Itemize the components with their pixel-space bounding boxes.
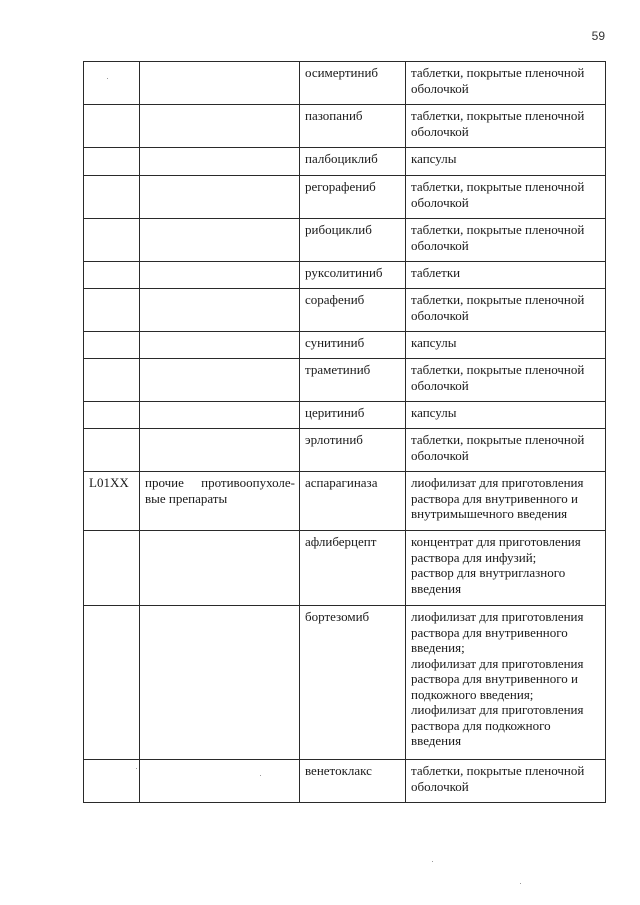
atc-code-cell [84, 606, 140, 760]
table-row [84, 262, 606, 289]
table-row [84, 429, 606, 472]
table-row [84, 62, 606, 105]
dosage-form-cell: таблетки [406, 262, 606, 289]
dosage-form-cell: таблетки, покрытые пленочной оболочкой [406, 760, 606, 803]
drug-name-cell: бортезомиб [300, 606, 406, 760]
atc-code-cell [84, 289, 140, 332]
scan-speck [432, 861, 433, 862]
table-row [84, 176, 606, 219]
group-name-cell [140, 332, 300, 359]
atc-code-cell [84, 62, 140, 105]
table-row [84, 760, 606, 803]
page-number: 59 [591, 29, 605, 43]
scan-speck [260, 775, 261, 776]
atc-code-cell [84, 359, 140, 402]
drug-name-cell: регорафениб [300, 176, 406, 219]
atc-code-cell [84, 148, 140, 176]
drug-name-cell: рибоциклиб [300, 219, 406, 262]
atc-code-cell [84, 176, 140, 219]
drug-name-cell: осимертиниб [300, 62, 406, 105]
table-row [84, 606, 606, 760]
group-name-cell [140, 176, 300, 219]
table-row [84, 148, 606, 176]
drug-name-cell: сунитиниб [300, 332, 406, 359]
table-row [84, 402, 606, 429]
group-name-cell [140, 531, 300, 606]
table-row [84, 531, 606, 606]
drug-name-cell: сорафениб [300, 289, 406, 332]
group-name-cell [140, 606, 300, 760]
atc-code-cell [84, 402, 140, 429]
drug-name-cell: пазопаниб [300, 105, 406, 148]
group-name-cell [140, 289, 300, 332]
group-name-cell [140, 760, 300, 803]
dosage-form-cell: капсулы [406, 332, 606, 359]
drug-name-cell: эрлотиниб [300, 429, 406, 472]
drug-name-cell: руксолитиниб [300, 262, 406, 289]
table-row [84, 472, 606, 531]
dosage-form-cell: капсулы [406, 148, 606, 176]
dosage-form-cell: концентрат для приготовления раствора для инфузий; раствор для внутриглазного введения [406, 531, 606, 606]
drug-table [83, 61, 606, 803]
dosage-form-cell: таблетки, покрытые пленочной оболочкой [406, 219, 606, 262]
group-name-cell [140, 262, 300, 289]
dosage-form-cell: капсулы [406, 402, 606, 429]
drug-name-cell: венетоклакс [300, 760, 406, 803]
atc-code-cell [84, 262, 140, 289]
drug-name-cell: траметиниб [300, 359, 406, 402]
scan-speck [107, 78, 108, 79]
atc-code-cell [84, 429, 140, 472]
atc-code-cell [84, 332, 140, 359]
table-row [84, 219, 606, 262]
group-name-cell [140, 148, 300, 176]
dosage-form-cell: таблетки, покрытые пленочной оболочкой [406, 105, 606, 148]
drug-name-cell: афлиберцепт [300, 531, 406, 606]
dosage-form-cell: таблетки, покрытые пленочной оболочкой [406, 176, 606, 219]
group-name-cell [140, 429, 300, 472]
table-row [84, 289, 606, 332]
table-row [84, 332, 606, 359]
group-name-cell: прочие противоопухоле-вые препараты [140, 472, 300, 531]
scan-speck [136, 768, 137, 769]
drug-name-cell: аспарагиназа [300, 472, 406, 531]
table-row [84, 105, 606, 148]
drug-name-cell: церитиниб [300, 402, 406, 429]
dosage-form-cell: таблетки, покрытые пленочной оболочкой [406, 62, 606, 105]
dosage-form-cell: таблетки, покрытые пленочной оболочкой [406, 289, 606, 332]
group-name-cell [140, 402, 300, 429]
dosage-form-cell: лиофилизат для приготовления раствора для внутривенного и внутримышечного введения [406, 472, 606, 531]
drug-name-cell: палбоциклиб [300, 148, 406, 176]
atc-code-cell [84, 531, 140, 606]
group-name-cell [140, 62, 300, 105]
atc-code-cell [84, 219, 140, 262]
atc-code-cell: L01XX [84, 472, 140, 531]
table-body [84, 62, 606, 803]
dosage-form-cell: таблетки, покрытые пленочной оболочкой [406, 429, 606, 472]
group-name-cell [140, 219, 300, 262]
dosage-form-cell: лиофилизат для приготовления раствора для внутривенного введения; лиофилизат для приготовления раствора для внутривенного и подкожного введения; лиофилизат для приготовления раствора для подкожного введения [406, 606, 606, 760]
table-row [84, 359, 606, 402]
scan-speck [520, 883, 521, 884]
atc-code-cell [84, 105, 140, 148]
atc-code-cell [84, 760, 140, 803]
group-name-cell [140, 359, 300, 402]
group-name-cell [140, 105, 300, 148]
dosage-form-cell: таблетки, покрытые пленочной оболочкой [406, 359, 606, 402]
